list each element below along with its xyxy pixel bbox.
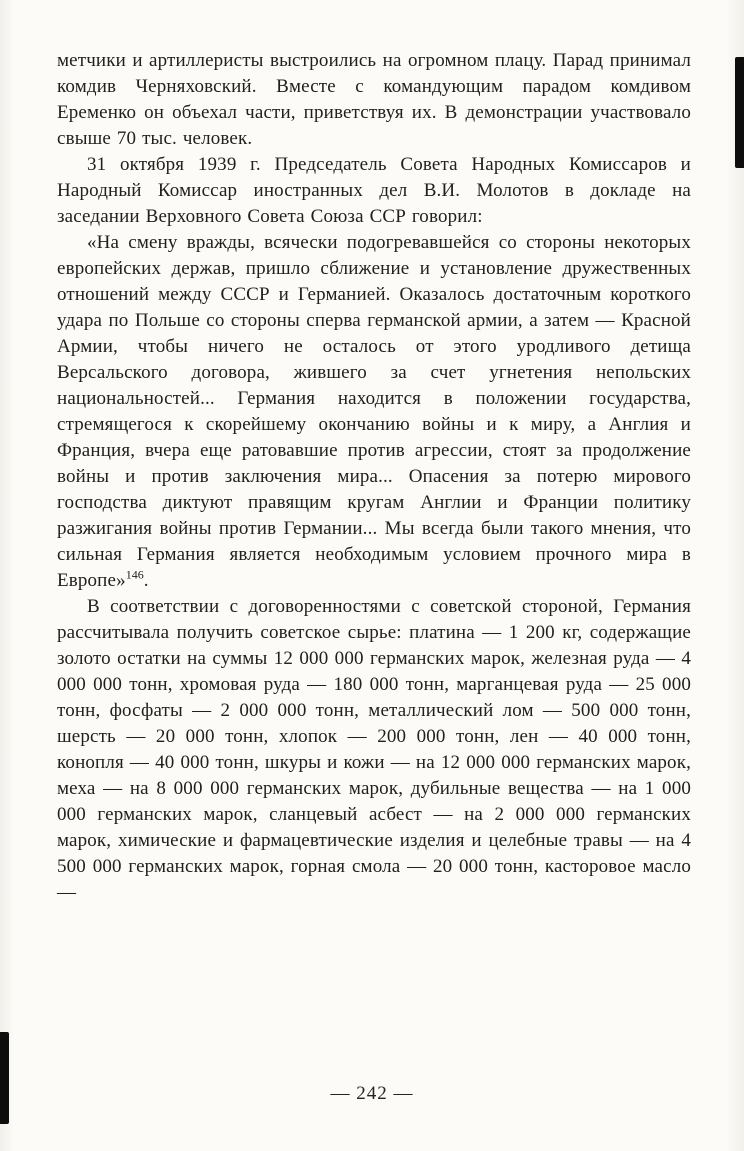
- page-text: [57, 48, 691, 906]
- quote-text: «На смену вражды, всячески подогревавшейся со стороны некоторых европейских держав, пришло сближение и установление дружественных отношений между СССР и Германией. Оказалось достаточным короткого удара по Польше со стороны сперва германской армии, а затем — Красной Армии, чтобы ничего не осталось от этого уродливого детища Версальского договора, жившего за счет угнетения непольских национальностей... Германия находится в положении государства, стремящегося к скорейшему окончанию войны и к миру, а Англия и Франция, вчера еще ратовавшие против агрессии, стоят за продолжение войны и против заключения мира... Опасения за потерю мирового господства диктуют правящим кругам Англии и Франции политику разжигания войны против Германии... Мы всегда были такого мнения, что сильная Германия является необходимым условием прочного мира в Европе»: [57, 232, 691, 591]
- scan-artifact-bottom-left: [0, 1032, 9, 1124]
- footnote-reference: 146: [125, 567, 144, 582]
- quote-tail: .: [143, 570, 149, 591]
- scan-artifact-top-right: [735, 57, 744, 168]
- paragraph-molotov-quote: [57, 230, 691, 594]
- paragraph-molotov-intro: 31 октября 1939 г. Председатель Совета Народных Комиссаров и Народный Комиссар иностранных дел В.И. Молотов в докладе на заседании Верховного Совета Союза ССР говорил:: [57, 154, 691, 227]
- page-number: — 242 —: [330, 1083, 414, 1104]
- paragraph-parade: метчики и артиллеристы выстроились на огромном плацу. Парад принимал комдив Черняховский. Вместе с командующим парадом комдивом Еременко он объехал части, приветствуя их. В демонстрации участвовало свыше 70 тыс. человек.: [57, 50, 691, 149]
- paragraph-trade-agreement: В соответствии с договоренностями с советской стороной, Германия рассчитывала получить советское сырье: платина — 1 200 кг, содержащие золото остатки на суммы 12 000 000 германских марок, железная руда — 4 000 000 тонн, хромовая руда — 180 000 тонн, марганцевая руда — 25 000 тонн, фосфаты — 2 000 000 тонн, металлический лом — 500 000 тонн, шерсть — 20 000 тонн, хлопок — 200 000 тонн, лен — 40 000 тонн, конопля — 40 000 тонн, шкуры и кожи — на 12 000 000 германских марок, меха — на 8 000 000 германских марок, дубильные вещества — на 1 000 000 германских марок, сланцевый асбест — на 2 000 000 германских марок, химические и фармацевтические изделия и целебные травы — на 4 500 000 германских марок, горная смола — 20 000 тонн, касторовое масло —: [57, 596, 691, 903]
